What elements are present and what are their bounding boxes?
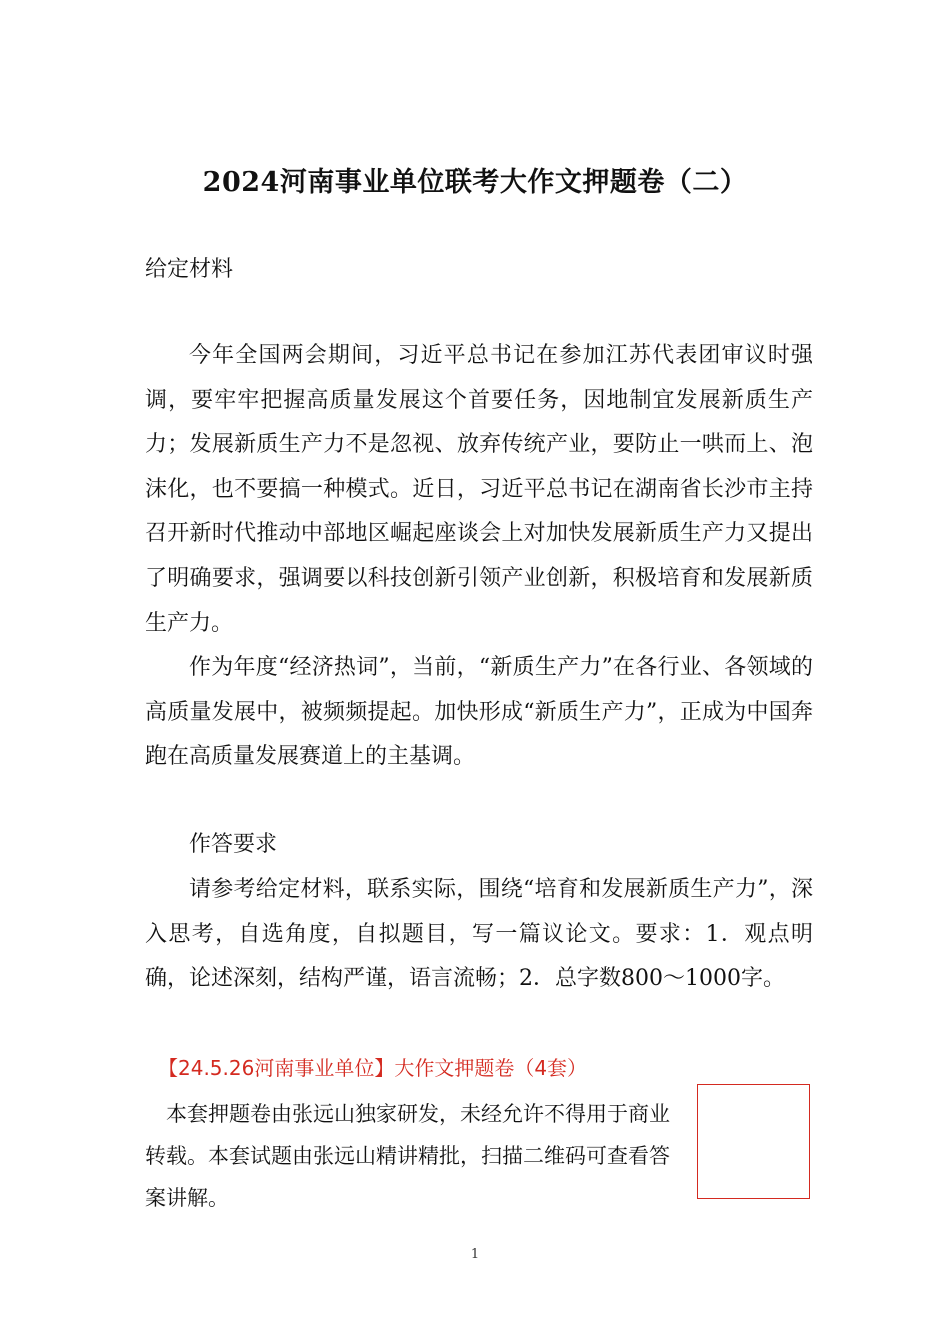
page-number: 1 — [470, 1247, 480, 1262]
requirement-heading: 作答要求 — [189, 832, 278, 857]
requirement-body — [145, 868, 813, 1002]
document-title: 2024河南事业单位联考大作文押题卷（二） — [202, 167, 748, 198]
material-body — [145, 334, 813, 780]
section-label-given-material: 给定材料 — [145, 257, 234, 282]
promo-heading: 【24.5.26河南事业单位】大作文押题卷（4套） — [158, 1056, 588, 1080]
promo-body — [145, 1093, 685, 1219]
material-paragraph-2: 作为年度“经济热词”，当前，“新质生产力”在各行业、各领域的高质量发展中，被频频提起。加快形成“新质生产力”，正成为中国奔跑在高质量发展赛道上的主基调。 — [145, 655, 813, 770]
requirement-paragraph: 请参考给定材料，联系实际，围绕“培育和发展新质生产力”，深入思考，自选角度，自拟题目，写一篇议论文。要求：1．观点明确，论述深刻，结构严谨，语言流畅；2．总字数800～1000字。 — [145, 877, 813, 992]
qr-code-placeholder[interactable] — [697, 1084, 810, 1199]
promo-paragraph: 本套押题卷由张远山独家研发，未经允许不得用于商业转载。本套试题由张远山精讲精批，扫描二维码可查看答案讲解。 — [145, 1102, 670, 1210]
material-paragraph-1: 今年全国两会期间，习近平总书记在参加江苏代表团审议时强调，要牢牢把握高质量发展这个首要任务，因地制宜发展新质生产力；发展新质生产力不是忽视、放弃传统产业，要防止一哄而上、泡沫化，也不要搞一种模式。近日，习近平总书记在湖南省长沙市主持召开新时代推动中部地区崛起座谈会上对加快发展新质生产力又提出了明确要求，强调要以科技创新引领产业创新，积极培育和发展新质生产力。 — [145, 343, 813, 636]
